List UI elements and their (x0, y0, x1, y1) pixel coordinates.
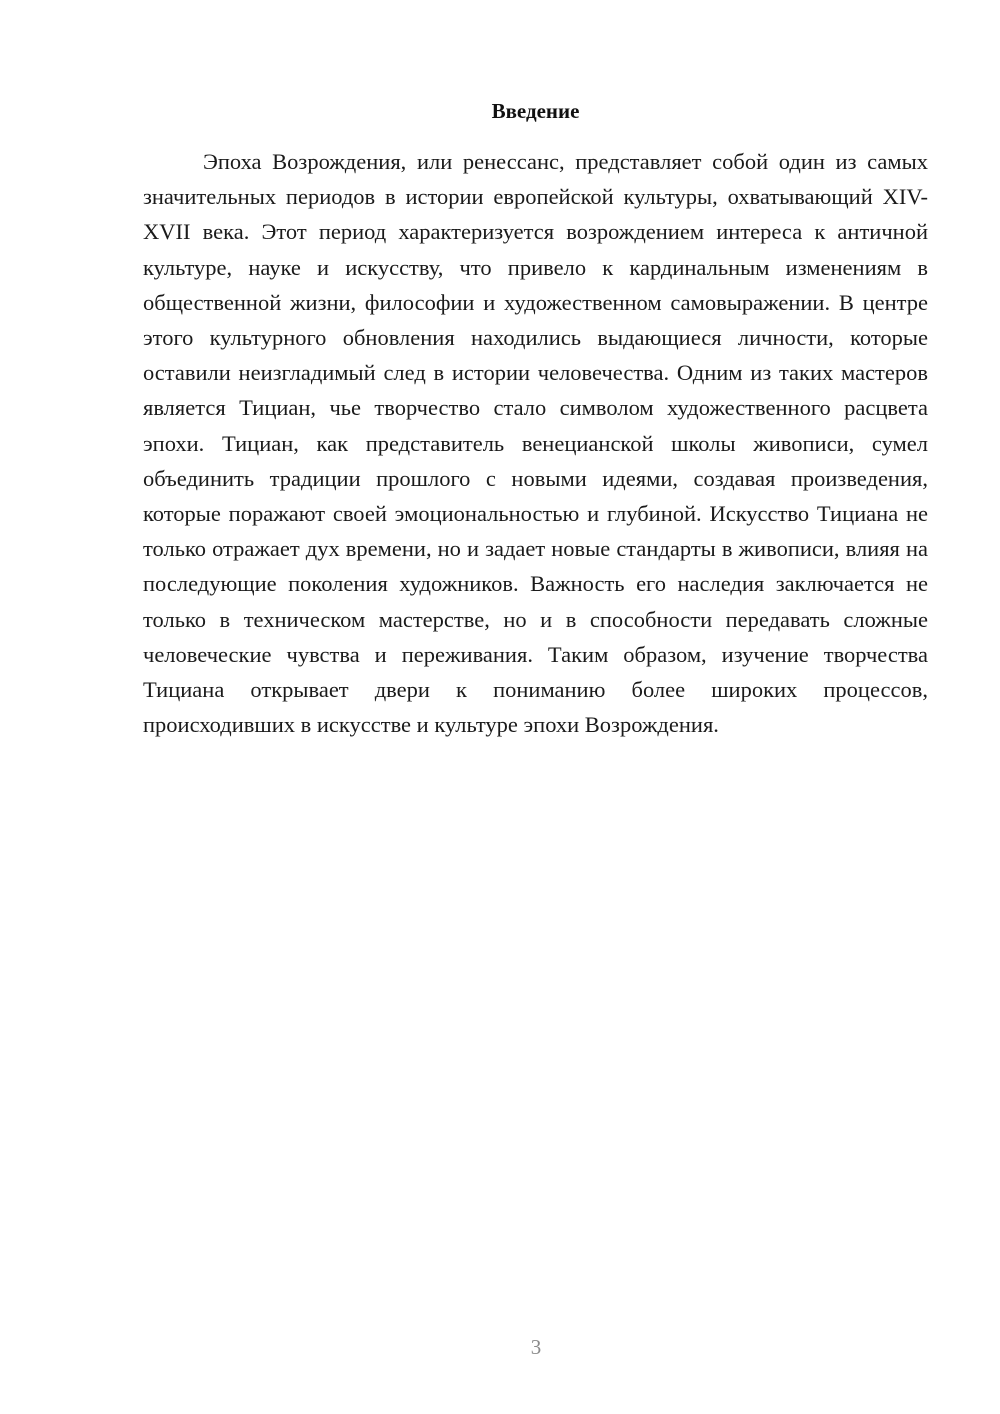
body-text-block (143, 144, 928, 742)
section-heading: Введение (491, 99, 580, 123)
intro-paragraph: Эпоха Возрождения, или ренессанс, представляет собой один из самых значительных периодов в истории европейской культуры, охватывающий XIV-XVII века. Этот период характеризуется возрождением интереса к античной культуре, науке и искусству, что привело к кардинальным изменениям в общественной жизни, философии и художественном самовыражении. В центре этого культурного обновления находились выдающиеся личности, которые оставили неизгладимый след в истории человечества. Одним из таких мастеров является Тициан, чье творчество стало символом художественного расцвета эпохи. Тициан, как представитель венецианской школы живописи, сумел объединить традиции прошлого с новыми идеями, создавая произведения, которые поражают своей эмоциональностью и глубиной. Искусство Тициана не только отражает дух времени, но и задает новые стандарты в живописи, влияя на последующие поколения художников. Важность его наследия заключается не только в техническом мастерстве, но и в способности передавать сложные человеческие чувства и переживания. Таким образом, изучение творчества Тициана открывает двери к пониманию более широких процессов, происходивших в искусстве и культуре эпохи Возрождения. (143, 149, 928, 738)
page-number: 3 (530, 1335, 542, 1359)
